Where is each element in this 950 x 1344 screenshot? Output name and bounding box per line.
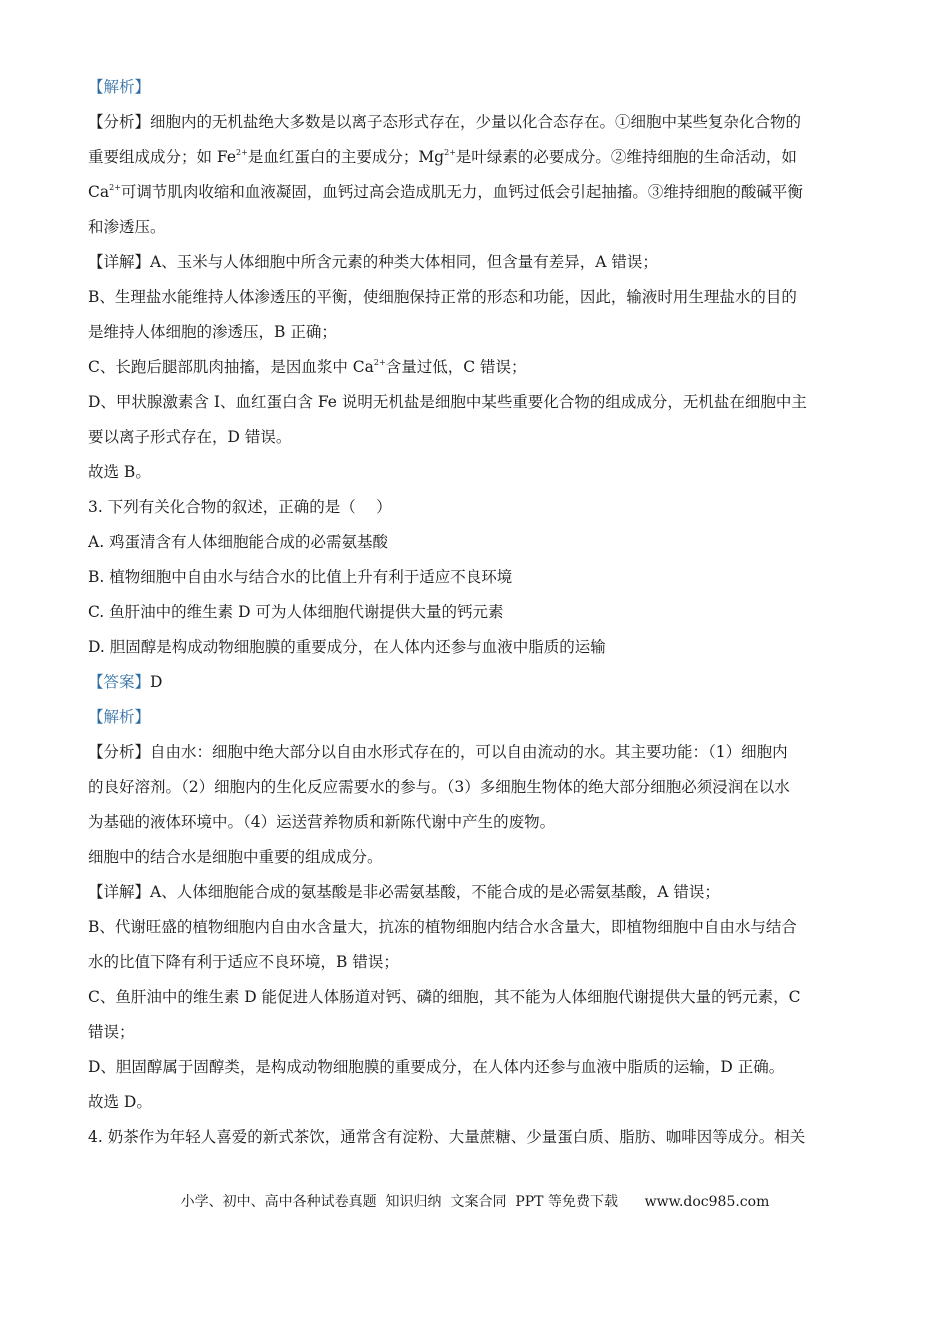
section-tag: 【详解】 xyxy=(88,883,151,901)
text-run: 4. 奶茶作为年轻人喜爱的新式茶饮，通常含有淀粉、大量蔗糖、少量蛋白质、脂肪、咖啡因等成分。相关 xyxy=(88,1128,806,1146)
text-run: D、甲状腺激素含 I、血红蛋白含 Fe 说明无机盐是细胞中某些重要化合物的组成成分，无机盐在细胞中主 xyxy=(88,393,807,411)
text-run: 可调节肌肉收缩和血液凝固，血钙过高会造成肌无力，血钙过低会引起抽搐。③维持细胞的酸碱平衡 xyxy=(120,183,803,201)
paragraph-line xyxy=(88,140,858,175)
paragraph-line xyxy=(88,840,858,875)
paragraph-line xyxy=(88,805,858,840)
paragraph-line xyxy=(88,280,858,315)
page-content xyxy=(88,70,858,1155)
paragraph-line xyxy=(88,210,858,245)
text-run: 是维持人体细胞的渗透压，B 正确； xyxy=(88,323,337,341)
text-run: C、长跑后腿部肌肉抽搐，是因血浆中 Ca xyxy=(88,358,374,376)
text-run: 3. 下列有关化合物的叙述，正确的是（ ） xyxy=(88,498,392,516)
text-run: 错误； xyxy=(88,1023,135,1041)
text-run: C. 鱼肝油中的维生素 D 可为人体细胞代谢提供大量的钙元素 xyxy=(88,603,504,621)
text-run: 和渗透压。 xyxy=(88,218,166,236)
paragraph-line xyxy=(88,910,858,945)
text-run: A、人体细胞能合成的氨基酸是非必需氨基酸，不能合成的是必需氨基酸，A 错误； xyxy=(150,883,720,901)
text-run: 自由水：细胞中绝大部分以自由水形式存在的，可以自由流动的水。其主要功能：（1）细胞内 xyxy=(150,743,788,761)
paragraph-line xyxy=(88,735,858,770)
question-stem xyxy=(88,490,858,525)
section-tag: 【分析】 xyxy=(88,113,151,131)
paragraph-line xyxy=(88,420,858,455)
paragraph-line xyxy=(88,175,858,210)
paragraph-line xyxy=(88,350,858,385)
answer-line xyxy=(88,665,858,700)
analysis-heading xyxy=(88,70,858,105)
question-stem xyxy=(88,1120,858,1155)
text-run: 为基础的液体环境中。（4）运送营养物质和新陈代谢中产生的废物。 xyxy=(88,813,556,831)
paragraph-line xyxy=(88,1015,858,1050)
superscript: 2+ xyxy=(444,148,456,157)
text-run: 细胞中的结合水是细胞中重要的组成成分。 xyxy=(88,848,383,866)
text-run: 是叶绿素的必要成分。②维持细胞的生命活动，如 xyxy=(455,148,797,166)
text-run: 要以离子形式存在，D 错误。 xyxy=(88,428,292,446)
text-run: 含量过低，C 错误； xyxy=(385,358,527,376)
option-c xyxy=(88,595,858,630)
conclusion-line xyxy=(88,455,858,490)
paragraph-line xyxy=(88,980,858,1015)
answer-tag: 【答案】 xyxy=(88,673,151,691)
answer-value: D xyxy=(150,673,163,691)
text-run: B. 植物细胞中自由水与结合水的比值上升有利于适应不良环境 xyxy=(88,568,513,586)
text-run: 故选 D。 xyxy=(88,1093,152,1111)
analysis-tag: 【解析】 xyxy=(88,708,151,726)
text-run: B、生理盐水能维持人体渗透压的平衡，使细胞保持正常的形态和功能，因此，输液时用生理盐水的目的 xyxy=(88,288,797,306)
text-run: 重要组成成分；如 Fe xyxy=(88,148,237,166)
text-run: C、鱼肝油中的维生素 D 能促进人体肠道对钙、磷的细胞，其不能为人体细胞代谢提供大量的钙元素，C xyxy=(88,988,801,1006)
superscript: 2+ xyxy=(373,358,386,367)
paragraph-line xyxy=(88,385,858,420)
conclusion-line xyxy=(88,1085,858,1120)
superscript: 2+ xyxy=(109,183,121,192)
text-run: Ca xyxy=(88,183,110,201)
superscript: 2+ xyxy=(236,148,248,157)
paragraph-line xyxy=(88,875,858,910)
text-run: 细胞内的无机盐绝大多数是以离子态形式存在，少量以化合态存在。①细胞中某些复杂化合物的 xyxy=(150,113,802,131)
paragraph-line xyxy=(88,1050,858,1085)
page-footer: 小学、初中、高中各种试卷真题 知识归纳 文案合同 PPT 等免费下载 www.doc985.com xyxy=(180,1194,770,1210)
option-a xyxy=(88,525,858,560)
text-run: A. 鸡蛋清含有人体细胞能合成的必需氨基酸 xyxy=(88,533,389,551)
text-run: 是血红蛋白的主要成分；Mg xyxy=(247,148,445,166)
paragraph-line xyxy=(88,105,858,140)
text-run: B、代谢旺盛的植物细胞内自由水含量大，抗冻的植物细胞内结合水含量大，即植物细胞中自由水与结合 xyxy=(88,918,797,936)
paragraph-line xyxy=(88,315,858,350)
section-tag: 【分析】 xyxy=(88,743,151,761)
analysis-tag: 【解析】 xyxy=(88,78,151,96)
paragraph-line xyxy=(88,770,858,805)
analysis-heading xyxy=(88,700,858,735)
paragraph-line xyxy=(88,945,858,980)
option-b xyxy=(88,560,858,595)
paragraph-line xyxy=(88,245,858,280)
text-run: D. 胆固醇是构成动物细胞膜的重要成分，在人体内还参与血液中脂质的运输 xyxy=(88,638,606,656)
text-run: 故选 B。 xyxy=(88,463,151,481)
text-run: A、玉米与人体细胞中所含元素的种类大体相同，但含量有差异，A 错误； xyxy=(150,253,658,271)
text-run: 的良好溶剂。（2）细胞内的生化反应需要水的参与。（3）多细胞生物体的绝大部分细胞必须浸润在以水 xyxy=(88,778,790,796)
text-run: D、胆固醇属于固醇类，是构成动物细胞膜的重要成分，在人体内还参与血液中脂质的运输，D 正确。 xyxy=(88,1058,785,1076)
section-tag: 【详解】 xyxy=(88,253,151,271)
text-run: 水的比值下降有利于适应不良环境，B 错误； xyxy=(88,953,399,971)
option-d xyxy=(88,630,858,665)
